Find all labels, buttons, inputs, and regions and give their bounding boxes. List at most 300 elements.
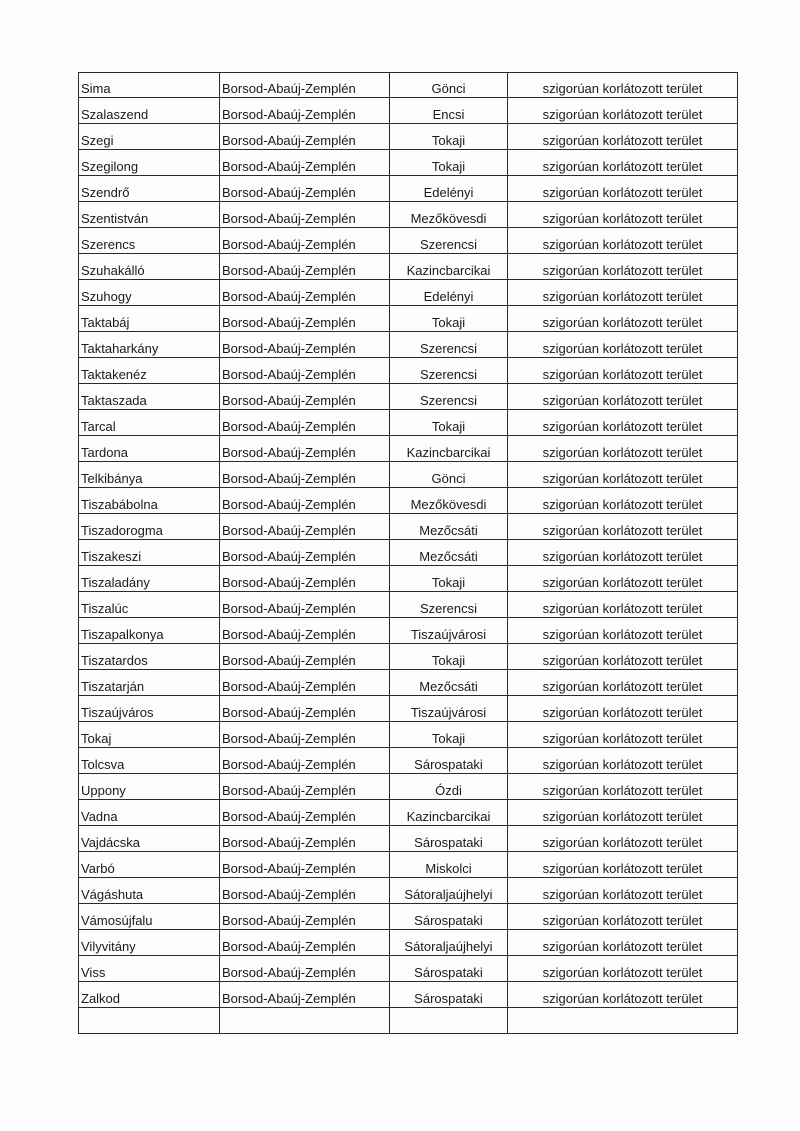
- status-text: szigorúan korlátozott terület: [542, 653, 703, 668]
- county-cell: [220, 98, 390, 124]
- status-cell: [508, 306, 738, 332]
- settlement-text: Szuhogy: [81, 289, 132, 304]
- county-cell: [220, 566, 390, 592]
- county-cell: [220, 514, 390, 540]
- status-text: szigorúan korlátozott terület: [542, 107, 703, 122]
- status-cell: [508, 956, 738, 982]
- status-cell: [508, 280, 738, 306]
- table-row: [79, 722, 738, 748]
- district-cell: [390, 254, 508, 280]
- county-cell: [220, 358, 390, 384]
- district-text: Szerencsi: [419, 367, 478, 382]
- status-text: szigorúan korlátozott terület: [542, 445, 703, 460]
- status-cell: [508, 202, 738, 228]
- district-text: Sárospataki: [414, 965, 483, 980]
- status-cell: [508, 774, 738, 800]
- county-cell: [220, 462, 390, 488]
- settlement-text: Tiszabábolna: [81, 497, 158, 512]
- status-text: szigorúan korlátozott terület: [542, 497, 703, 512]
- county-cell: [220, 254, 390, 280]
- settlement-cell: [79, 618, 220, 644]
- status-text: szigorúan korlátozott terület: [542, 965, 703, 980]
- settlement-cell: [79, 176, 220, 202]
- status-cell: [508, 176, 738, 202]
- settlement-cell: [79, 280, 220, 306]
- county-cell: [220, 73, 390, 98]
- status-cell: [508, 98, 738, 124]
- table-row: [79, 332, 738, 358]
- district-text: [390, 1032, 507, 1033]
- district-cell: [390, 826, 508, 852]
- district-cell: [390, 982, 508, 1008]
- settlement-text: Vágáshuta: [81, 887, 144, 902]
- status-text: szigorúan korlátozott terület: [542, 159, 703, 174]
- county-cell: [220, 592, 390, 618]
- district-text: Mezőkövesdi: [410, 497, 487, 512]
- settlement-cell: [79, 722, 220, 748]
- status-text: szigorúan korlátozott terület: [542, 835, 703, 850]
- county-cell: [220, 1008, 390, 1034]
- district-text: Kazincbarcikai: [406, 445, 491, 460]
- county-cell: [220, 852, 390, 878]
- district-cell: [390, 462, 508, 488]
- district-text: Sátoraljaújhelyi: [404, 939, 493, 954]
- district-text: Edelényi: [423, 185, 474, 200]
- county-text: Borsod-Abaúj-Zemplén: [222, 289, 356, 304]
- settlement-text: Sima: [81, 81, 111, 96]
- district-text: Ózdi: [435, 783, 462, 798]
- district-text: Tokaji: [431, 731, 466, 746]
- table-row: [79, 436, 738, 462]
- status-cell: [508, 228, 738, 254]
- settlement-cell: [79, 514, 220, 540]
- county-cell: [220, 410, 390, 436]
- county-text: Borsod-Abaúj-Zemplén: [222, 445, 356, 460]
- district-text: Gönci: [431, 471, 466, 486]
- table-row: [79, 774, 738, 800]
- county-cell: [220, 800, 390, 826]
- status-cell: [508, 332, 738, 358]
- district-text: Mezőcsáti: [419, 549, 478, 564]
- district-text: Szerencsi: [419, 237, 478, 252]
- county-text: Borsod-Abaúj-Zemplén: [222, 575, 356, 590]
- settlement-text: Tolcsva: [81, 757, 125, 772]
- county-text: Borsod-Abaúj-Zemplén: [222, 679, 356, 694]
- settlement-text: Varbó: [81, 861, 115, 876]
- district-cell: [390, 800, 508, 826]
- county-text: Borsod-Abaúj-Zemplén: [222, 419, 356, 434]
- settlement-text: Szegi: [81, 133, 114, 148]
- status-cell: [508, 722, 738, 748]
- settlement-text: Tarcal: [81, 419, 116, 434]
- table-row: [79, 956, 738, 982]
- county-cell: [220, 670, 390, 696]
- status-cell: [508, 748, 738, 774]
- status-cell: [508, 800, 738, 826]
- status-text: szigorúan korlátozott terület: [542, 887, 703, 902]
- status-text: szigorúan korlátozott terület: [542, 419, 703, 434]
- district-text: Szerencsi: [419, 341, 478, 356]
- county-cell: [220, 384, 390, 410]
- status-text: szigorúan korlátozott terület: [542, 315, 703, 330]
- settlement-cell: [79, 696, 220, 722]
- status-cell: [508, 73, 738, 98]
- table-row: [79, 748, 738, 774]
- county-text: Borsod-Abaúj-Zemplén: [222, 601, 356, 616]
- district-cell: [390, 98, 508, 124]
- table-row: [79, 358, 738, 384]
- status-cell: [508, 1008, 738, 1034]
- district-text: Tiszaújvárosi: [410, 627, 487, 642]
- settlement-cell: [79, 332, 220, 358]
- table-row: [79, 202, 738, 228]
- settlement-text: Szerencs: [81, 237, 136, 252]
- settlement-cell: [79, 904, 220, 930]
- district-text: Tokaji: [431, 419, 466, 434]
- district-cell: [390, 488, 508, 514]
- district-cell: [390, 202, 508, 228]
- table-row: [79, 306, 738, 332]
- settlement-text: Vámosújfalu: [81, 913, 153, 928]
- settlement-text: Szendrő: [81, 185, 130, 200]
- settlement-text: Taktaharkány: [81, 341, 159, 356]
- district-cell: [390, 228, 508, 254]
- county-text: Borsod-Abaúj-Zemplén: [222, 783, 356, 798]
- table-row: [79, 878, 738, 904]
- settlement-cell: [79, 202, 220, 228]
- district-cell: [390, 150, 508, 176]
- table-row: [79, 1008, 738, 1034]
- district-text: Kazincbarcikai: [406, 809, 491, 824]
- settlement-text: Tiszalúc: [81, 601, 129, 616]
- county-cell: [220, 982, 390, 1008]
- district-cell: [390, 358, 508, 384]
- status-cell: [508, 930, 738, 956]
- status-text: [508, 1032, 737, 1033]
- status-text: szigorúan korlátozott terület: [542, 237, 703, 252]
- status-cell: [508, 488, 738, 514]
- district-cell: [390, 332, 508, 358]
- district-cell: [390, 592, 508, 618]
- county-text: Borsod-Abaúj-Zemplén: [222, 939, 356, 954]
- district-text: Kazincbarcikai: [406, 263, 491, 278]
- settlement-cell: [79, 358, 220, 384]
- settlement-cell: [79, 488, 220, 514]
- status-text: szigorúan korlátozott terület: [542, 549, 703, 564]
- county-text: [220, 1032, 389, 1033]
- status-text: szigorúan korlátozott terület: [542, 809, 703, 824]
- county-text: Borsod-Abaúj-Zemplén: [222, 341, 356, 356]
- district-cell: [390, 436, 508, 462]
- district-cell: [390, 904, 508, 930]
- status-cell: [508, 566, 738, 592]
- county-cell: [220, 956, 390, 982]
- status-cell: [508, 410, 738, 436]
- settlement-text: [79, 1032, 219, 1033]
- county-text: Borsod-Abaúj-Zemplén: [222, 991, 356, 1006]
- table-row: [79, 644, 738, 670]
- status-text: szigorúan korlátozott terület: [542, 393, 703, 408]
- settlement-table: [78, 72, 738, 1034]
- table-row: [79, 592, 738, 618]
- status-cell: [508, 878, 738, 904]
- status-cell: [508, 852, 738, 878]
- status-text: szigorúan korlátozott terület: [542, 289, 703, 304]
- county-text: Borsod-Abaúj-Zemplén: [222, 965, 356, 980]
- settlement-cell: [79, 254, 220, 280]
- county-cell: [220, 280, 390, 306]
- settlement-text: Tiszakeszi: [81, 549, 142, 564]
- table-row: [79, 852, 738, 878]
- settlement-cell: [79, 644, 220, 670]
- district-cell: [390, 306, 508, 332]
- settlement-cell: [79, 73, 220, 98]
- settlement-text: Szentistván: [81, 211, 149, 226]
- table-row: [79, 410, 738, 436]
- status-cell: [508, 618, 738, 644]
- settlement-cell: [79, 410, 220, 436]
- settlement-text: Vilyvitány: [81, 939, 136, 954]
- district-text: Tokaji: [431, 575, 466, 590]
- settlement-text: Vadna: [81, 809, 118, 824]
- status-text: szigorúan korlátozott terület: [542, 211, 703, 226]
- district-cell: [390, 774, 508, 800]
- county-text: Borsod-Abaúj-Zemplén: [222, 211, 356, 226]
- settlement-text: Tardona: [81, 445, 128, 460]
- county-text: Borsod-Abaúj-Zemplén: [222, 107, 356, 122]
- district-cell: [390, 878, 508, 904]
- settlement-text: Vajdácska: [81, 835, 141, 850]
- district-text: Sárospataki: [414, 991, 483, 1006]
- settlement-cell: [79, 462, 220, 488]
- settlement-text: Tiszadorogma: [81, 523, 163, 538]
- county-cell: [220, 930, 390, 956]
- table-row: [79, 228, 738, 254]
- settlement-cell: [79, 800, 220, 826]
- status-cell: [508, 982, 738, 1008]
- table-row: [79, 73, 738, 98]
- settlement-cell: [79, 826, 220, 852]
- settlement-text: Tiszaladány: [81, 575, 150, 590]
- status-text: szigorúan korlátozott terület: [542, 705, 703, 720]
- settlement-cell: [79, 566, 220, 592]
- settlement-text: Taktakenéz: [81, 367, 147, 382]
- table-row: [79, 930, 738, 956]
- status-text: szigorúan korlátozott terület: [542, 341, 703, 356]
- county-text: Borsod-Abaúj-Zemplén: [222, 705, 356, 720]
- district-cell: [390, 644, 508, 670]
- county-cell: [220, 774, 390, 800]
- settlement-text: Taktabáj: [81, 315, 130, 330]
- county-text: Borsod-Abaúj-Zemplén: [222, 133, 356, 148]
- table-row: [79, 488, 738, 514]
- table-row: [79, 150, 738, 176]
- settlement-cell: [79, 956, 220, 982]
- settlement-text: Tiszatarján: [81, 679, 145, 694]
- county-text: Borsod-Abaúj-Zemplén: [222, 757, 356, 772]
- settlement-text: Viss: [81, 965, 106, 980]
- status-cell: [508, 592, 738, 618]
- district-cell: [390, 956, 508, 982]
- status-cell: [508, 540, 738, 566]
- district-cell: [390, 176, 508, 202]
- district-text: Sárospataki: [414, 757, 483, 772]
- settlement-cell: [79, 774, 220, 800]
- settlement-cell: [79, 124, 220, 150]
- district-text: Tokaji: [431, 159, 466, 174]
- county-text: Borsod-Abaúj-Zemplén: [222, 263, 356, 278]
- county-cell: [220, 202, 390, 228]
- table-row: [79, 384, 738, 410]
- status-cell: [508, 696, 738, 722]
- settlement-text: Telkibánya: [81, 471, 143, 486]
- district-cell: [390, 280, 508, 306]
- district-text: Edelényi: [423, 289, 474, 304]
- county-text: Borsod-Abaúj-Zemplén: [222, 367, 356, 382]
- table-row: [79, 124, 738, 150]
- status-text: szigorúan korlátozott terület: [542, 575, 703, 590]
- settlement-cell: [79, 748, 220, 774]
- table-row: [79, 826, 738, 852]
- settlement-cell: [79, 982, 220, 1008]
- status-text: szigorúan korlátozott terület: [542, 679, 703, 694]
- settlement-cell: [79, 670, 220, 696]
- table-row: [79, 98, 738, 124]
- settlement-cell: [79, 228, 220, 254]
- status-text: szigorúan korlátozott terület: [542, 367, 703, 382]
- table-row: [79, 982, 738, 1008]
- district-text: Tokaji: [431, 133, 466, 148]
- district-text: Tokaji: [431, 315, 466, 330]
- county-text: Borsod-Abaúj-Zemplén: [222, 835, 356, 850]
- county-text: Borsod-Abaúj-Zemplén: [222, 887, 356, 902]
- county-cell: [220, 306, 390, 332]
- district-cell: [390, 410, 508, 436]
- table-body: [79, 73, 738, 1034]
- status-text: szigorúan korlátozott terület: [542, 939, 703, 954]
- county-cell: [220, 436, 390, 462]
- district-cell: [390, 670, 508, 696]
- status-cell: [508, 670, 738, 696]
- status-cell: [508, 436, 738, 462]
- district-text: Mezőcsáti: [419, 523, 478, 538]
- district-text: Tokaji: [431, 653, 466, 668]
- table-row: [79, 176, 738, 202]
- district-cell: [390, 384, 508, 410]
- settlement-cell: [79, 1008, 220, 1034]
- settlement-cell: [79, 592, 220, 618]
- district-text: Szerencsi: [419, 393, 478, 408]
- county-cell: [220, 150, 390, 176]
- table-row: [79, 462, 738, 488]
- district-cell: [390, 748, 508, 774]
- status-cell: [508, 150, 738, 176]
- status-cell: [508, 124, 738, 150]
- county-text: Borsod-Abaúj-Zemplén: [222, 81, 356, 96]
- county-text: Borsod-Abaúj-Zemplén: [222, 393, 356, 408]
- table-row: [79, 800, 738, 826]
- county-cell: [220, 826, 390, 852]
- settlement-text: Szuhakálló: [81, 263, 145, 278]
- county-cell: [220, 722, 390, 748]
- settlement-text: Szegilong: [81, 159, 139, 174]
- district-text: Mezőkövesdi: [410, 211, 487, 226]
- table-row: [79, 566, 738, 592]
- settlement-cell: [79, 306, 220, 332]
- district-cell: [390, 514, 508, 540]
- district-text: Szerencsi: [419, 601, 478, 616]
- district-cell: [390, 1008, 508, 1034]
- status-text: szigorúan korlátozott terület: [542, 523, 703, 538]
- status-cell: [508, 514, 738, 540]
- settlement-text: Tiszaújváros: [81, 705, 154, 720]
- status-text: szigorúan korlátozott terület: [542, 133, 703, 148]
- settlement-cell: [79, 852, 220, 878]
- settlement-text: Uppony: [81, 783, 126, 798]
- district-cell: [390, 930, 508, 956]
- settlement-text: Tiszatardos: [81, 653, 148, 668]
- status-text: szigorúan korlátozott terület: [542, 861, 703, 876]
- status-cell: [508, 384, 738, 410]
- county-cell: [220, 540, 390, 566]
- settlement-cell: [79, 384, 220, 410]
- county-text: Borsod-Abaúj-Zemplén: [222, 471, 356, 486]
- district-cell: [390, 852, 508, 878]
- county-text: Borsod-Abaúj-Zemplén: [222, 185, 356, 200]
- district-cell: [390, 540, 508, 566]
- county-text: Borsod-Abaúj-Zemplén: [222, 731, 356, 746]
- district-text: Encsi: [432, 107, 465, 122]
- settlement-cell: [79, 436, 220, 462]
- settlement-cell: [79, 98, 220, 124]
- county-text: Borsod-Abaúj-Zemplén: [222, 627, 356, 642]
- county-cell: [220, 696, 390, 722]
- status-text: szigorúan korlátozott terület: [542, 185, 703, 200]
- county-text: Borsod-Abaúj-Zemplén: [222, 159, 356, 174]
- county-text: Borsod-Abaúj-Zemplén: [222, 653, 356, 668]
- district-cell: [390, 618, 508, 644]
- county-text: Borsod-Abaúj-Zemplén: [222, 913, 356, 928]
- status-text: szigorúan korlátozott terület: [542, 263, 703, 278]
- district-text: Miskolci: [425, 861, 472, 876]
- district-cell: [390, 73, 508, 98]
- county-cell: [220, 176, 390, 202]
- status-cell: [508, 904, 738, 930]
- district-text: Tiszaújvárosi: [410, 705, 487, 720]
- status-text: szigorúan korlátozott terület: [542, 81, 703, 96]
- status-text: szigorúan korlátozott terület: [542, 471, 703, 486]
- settlement-text: Szalaszend: [81, 107, 149, 122]
- county-text: Borsod-Abaúj-Zemplén: [222, 523, 356, 538]
- settlement-cell: [79, 150, 220, 176]
- status-text: szigorúan korlátozott terület: [542, 991, 703, 1006]
- district-cell: [390, 124, 508, 150]
- table-row: [79, 280, 738, 306]
- table-row: [79, 696, 738, 722]
- status-text: szigorúan korlátozott terület: [542, 757, 703, 772]
- settlement-text: Tokaj: [81, 731, 112, 746]
- county-cell: [220, 644, 390, 670]
- status-text: szigorúan korlátozott terület: [542, 731, 703, 746]
- settlement-text: Zalkod: [81, 991, 121, 1006]
- table-row: [79, 904, 738, 930]
- district-text: Sárospataki: [414, 835, 483, 850]
- district-text: Sátoraljaújhelyi: [404, 887, 493, 902]
- county-cell: [220, 124, 390, 150]
- district-cell: [390, 722, 508, 748]
- status-cell: [508, 254, 738, 280]
- district-cell: [390, 566, 508, 592]
